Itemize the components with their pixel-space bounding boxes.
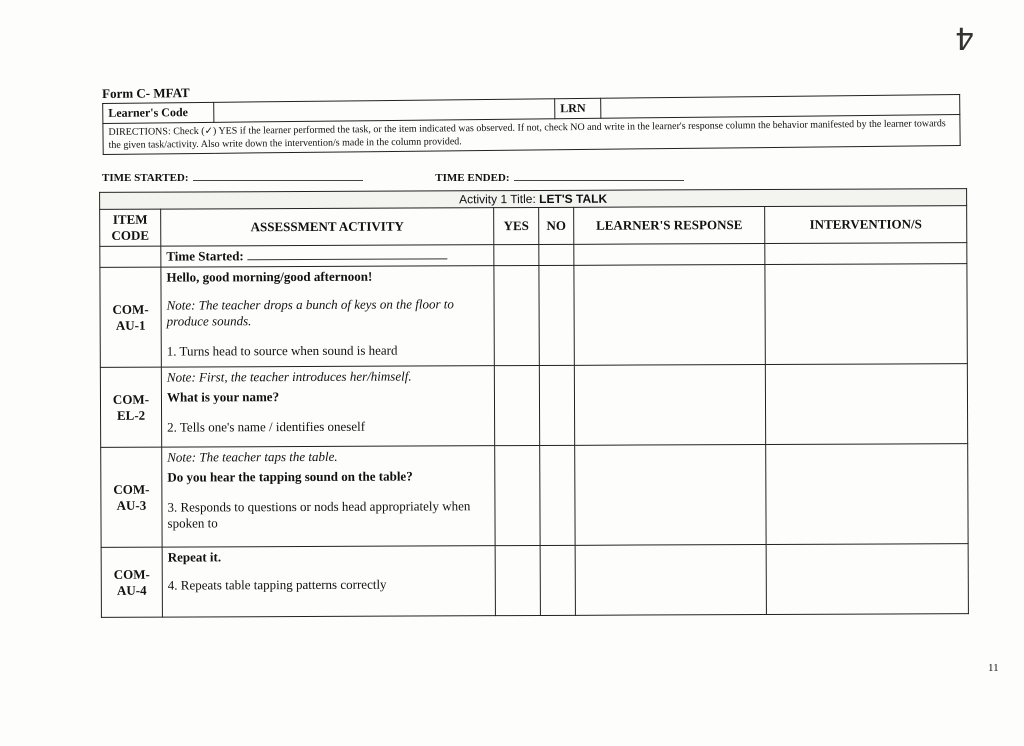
intervention-cell[interactable] — [765, 364, 967, 445]
table-row — [101, 544, 968, 618]
header-learners-response: LEARNER'S RESPONSE — [574, 206, 765, 244]
response-cell[interactable] — [574, 243, 765, 265]
task: 3. Responds to questions or nods head appropriately when spoken to — [167, 498, 471, 531]
header-interventions: INTERVENTION/S — [765, 206, 967, 244]
time-started-row-label: Time Started: — [166, 248, 244, 264]
intervention-cell[interactable] — [766, 544, 968, 615]
task: 4. Repeats table tapping patterns correctly — [167, 576, 387, 593]
assessment-table — [99, 188, 969, 618]
header-yes: YES — [494, 207, 539, 244]
header-item-code: ITEM CODE — [100, 209, 161, 246]
item-code: COM-AU-4 — [101, 547, 162, 617]
intervention-cell[interactable] — [766, 444, 968, 545]
task: 2. Tells one's name / identifies oneself — [167, 418, 366, 435]
item-code: COM-EL-2 — [100, 367, 161, 447]
intervention-cell[interactable] — [765, 264, 967, 365]
prompt: Repeat it. — [167, 549, 222, 565]
no-cell[interactable] — [540, 545, 575, 615]
time-ended-field[interactable] — [514, 180, 684, 181]
lrn-label: LRN — [555, 98, 601, 118]
no-cell[interactable] — [539, 244, 574, 265]
no-cell[interactable] — [539, 365, 574, 445]
intervention-cell[interactable] — [765, 243, 967, 265]
response-cell[interactable] — [574, 264, 765, 365]
directions: DIRECTIONS: Check (✓) YES if the learner performed the task, or the item indicated was observed. If not, check NO and write in the learner's response column the behavior manifested by the learner towards the given task/activity. Also write down the intervention/s made in the column provided. — [103, 115, 960, 155]
form-header — [102, 77, 961, 155]
response-cell[interactable] — [574, 364, 765, 445]
prompt: Hello, good morning/good afternoon! — [166, 268, 373, 285]
task: 1. Turns head to source when sound is heard — [166, 342, 398, 359]
note: Note: The teacher taps the table. — [167, 448, 338, 465]
response-cell[interactable] — [575, 544, 766, 615]
page-number: 11 — [988, 662, 999, 674]
prompt: What is your name? — [166, 389, 280, 405]
time-started-field[interactable] — [193, 180, 363, 181]
note: Note: First, the teacher introduces her/himself. — [166, 368, 412, 385]
note: Note: The teacher drops a bunch of keys on the floor to produce sounds. — [166, 296, 454, 329]
table-row — [100, 264, 967, 368]
response-cell[interactable] — [575, 444, 766, 545]
activity-title-text: LET'S TALK — [539, 191, 608, 206]
time-ended-label: TIME ENDED: — [435, 172, 510, 184]
yes-cell[interactable] — [494, 265, 539, 365]
learners-code-label: Learner's Code — [103, 102, 214, 123]
table-row — [100, 364, 967, 448]
header-no: NO — [539, 207, 574, 244]
time-started-label: TIME STARTED: — [102, 172, 189, 184]
yes-cell[interactable] — [494, 244, 539, 265]
prompt: Do you hear the tapping sound on the table? — [167, 468, 413, 485]
no-cell[interactable] — [540, 445, 575, 545]
form-title: Form C- MFAT — [102, 85, 190, 101]
time-started-row — [161, 245, 494, 267]
no-cell[interactable] — [539, 265, 574, 365]
yes-cell[interactable] — [494, 365, 539, 445]
item-code: COM-AU-3 — [101, 447, 162, 547]
yes-cell[interactable] — [495, 545, 540, 615]
table-row — [101, 444, 968, 548]
activity-title-prefix: Activity 1 Title: — [459, 191, 540, 207]
header-assessment-activity: ASSESSMENT ACTIVITY — [161, 208, 494, 246]
item-code: COM-AU-1 — [100, 267, 161, 367]
time-fields — [102, 172, 802, 184]
yes-cell[interactable] — [495, 445, 540, 545]
handwritten-mark: 4 — [955, 20, 975, 55]
